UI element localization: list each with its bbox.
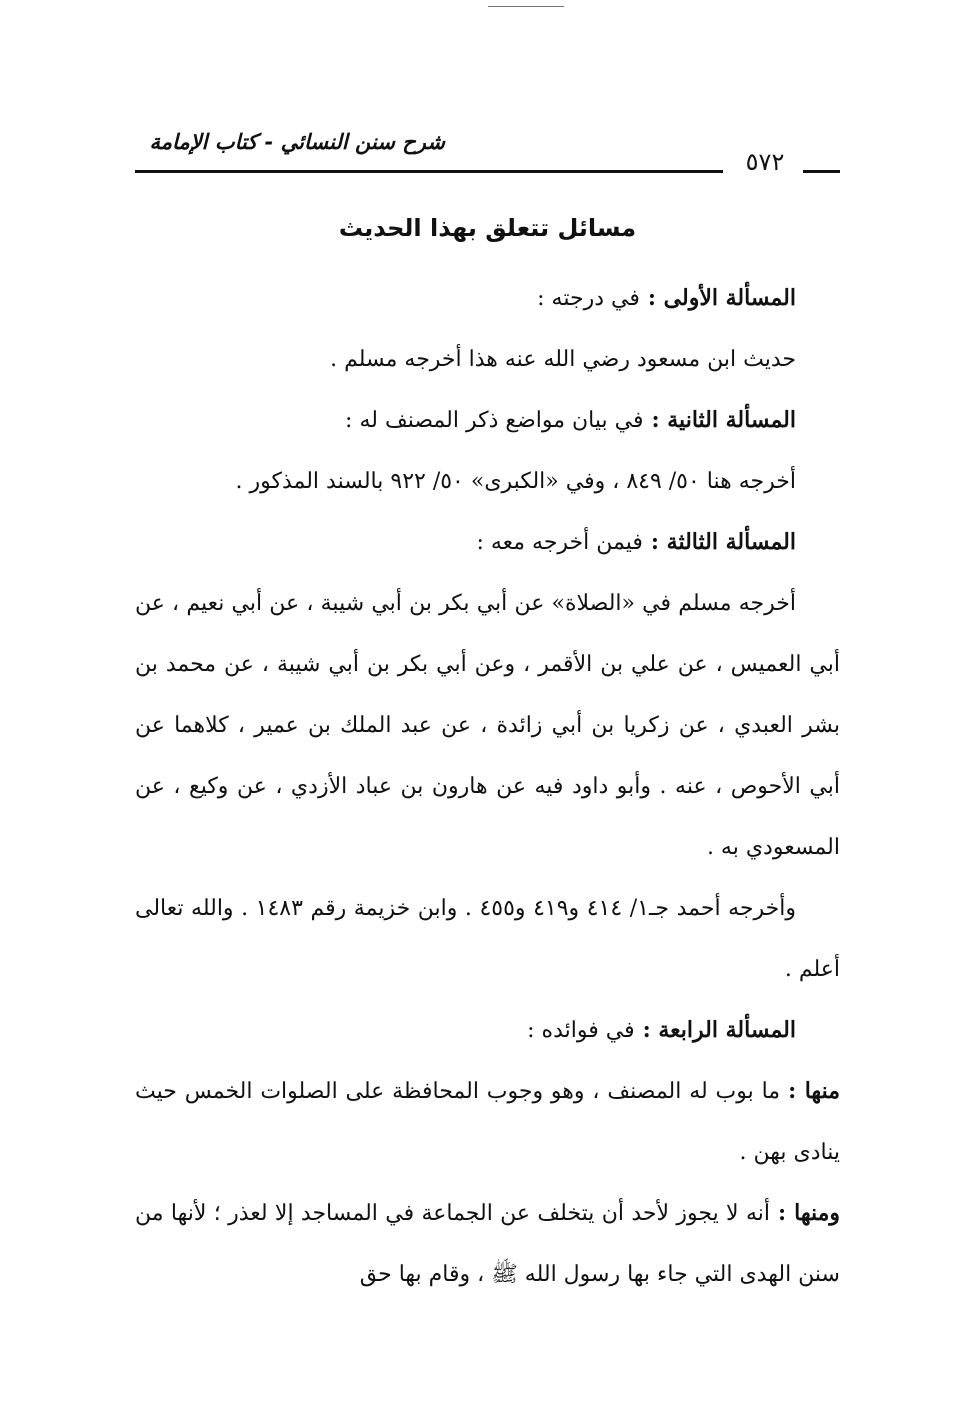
paragraph-text: وأخرجه أحمد جـ١/ ٤١٤ و٤١٩ و٤٥٥ . وابن خزيمة رقم ١٤٨٣ . والله تعالى أعلم .	[135, 896, 840, 982]
running-title: شرح سنن النسائي - كتاب الإمامة	[149, 130, 445, 154]
benefit-label: منها :	[788, 1078, 840, 1104]
issue-1-heading	[135, 268, 840, 329]
paragraph-text: فيمن أخرجه معه :	[476, 530, 643, 555]
paragraph-text: في فوائده :	[527, 1018, 635, 1043]
issue-label: المسألة الثالثة :	[650, 529, 796, 555]
issue-3-heading	[135, 512, 840, 573]
benefit-label: ومنها :	[777, 1200, 841, 1226]
issue-3-body-2	[135, 878, 840, 1000]
section-title: مسائل تتعلق بهذا الحديث	[338, 214, 637, 242]
paragraph-text: أخرجه مسلم في «الصلاة» عن أبي بكر بن أبي شيبة ، عن أبي نعيم ، عن أبي العميس ، عن علي بن الأقمر ، وعن أبي بكر بن أبي شيبة ، عن محمد بن بشر العبدي ، عن زكريا بن أبي زائدة ، عن عبد الملك بن عمير ، كلاهما عن أبي الأحوص ، عنه . وأبو داود فيه عن هارون بن عباد الأزدي ، عن وكيع ، عن المسعودي به .	[135, 591, 841, 860]
page-number-rule	[803, 170, 840, 173]
page-number: ٥٧٢	[745, 148, 785, 176]
paragraph-text: حديث ابن مسعود رضي الله عنه هذا أخرجه مسلم .	[330, 347, 796, 372]
paragraph-text: أنه لا يجوز لأحد أن يتخلف عن الجماعة في المساجد إلا لعذر ؛ لأنها من سنن الهدى التي جاء بها رسول الله ﷺ ، وقام بها حق	[135, 1201, 840, 1287]
issue-3-body	[135, 573, 840, 878]
paragraph-text: في درجته :	[537, 286, 640, 311]
issue-2-heading	[135, 390, 840, 451]
top-edge-rule	[488, 6, 564, 7]
running-header	[135, 126, 840, 182]
issue-label: المسألة الأولى :	[647, 285, 796, 311]
paragraph-text: في بيان مواضع ذكر المصنف له :	[345, 408, 644, 433]
paragraph-text: ما بوب له المصنف ، وهو وجوب المحافظة على الصلوات الخمس حيث ينادى بهن .	[135, 1079, 840, 1165]
benefit-2	[135, 1183, 840, 1305]
page-body	[135, 200, 840, 1305]
issue-label: المسألة الرابعة :	[642, 1017, 796, 1043]
issue-1-body	[135, 329, 840, 390]
issue-label: المسألة الثانية :	[651, 407, 796, 433]
paragraph-text: أخرجه هنا ٥٠/ ٨٤٩ ، وفي «الكبرى» ٥٠/ ٩٢٢ بالسند المذكور .	[235, 469, 796, 494]
benefit-1	[135, 1061, 840, 1183]
issue-4-heading	[135, 1000, 840, 1061]
header-rule	[135, 170, 723, 173]
issue-2-body	[135, 451, 840, 512]
